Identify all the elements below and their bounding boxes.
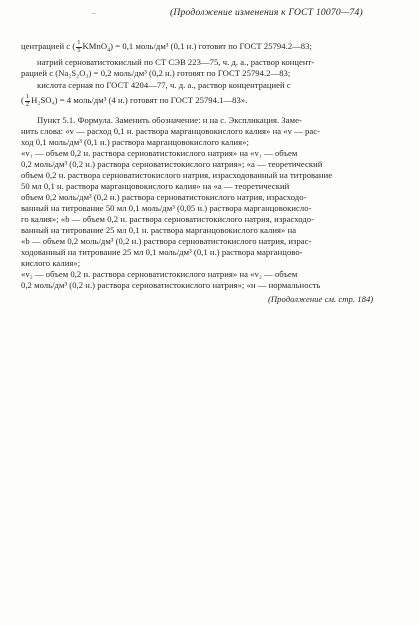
line-1-part-c: ) = 0,1 моль/дм³ (0,1 н.) готовят по ГОСТ 25794.2—83;: [110, 40, 312, 51]
text-line-5: [21, 94, 247, 108]
text-line-4: кислота серная по ГОСТ 4204—77, ч. д. а., раствор концентрацией с: [37, 80, 291, 90]
text-line-10: 0,2 моль/дм³ (0,2 н.) раствора серноватистокислого натрия»; «a — теоретический: [21, 159, 323, 169]
header-mark: –: [92, 9, 96, 17]
text-line-16: ванный на титрование 25 мл 0,1 н. раствора марганцовокислого калия» на: [21, 225, 297, 235]
line-5-part-a: (: [21, 94, 24, 105]
line-1-part-b: KMnO: [82, 40, 108, 51]
text-line-21: 0,2 моль/дм³ (0,2 н.) раствора серноватистокислого натрия»; «н — нормальность: [21, 280, 321, 290]
fraction-numerator: 1: [77, 39, 81, 46]
line-1-part-a: центрацией с (: [21, 40, 76, 51]
text-line-14: ванный на титрование 50 мл 0,1 моль/дм³ (0,05 н.) раствора марганцовокисло-: [21, 203, 312, 213]
text-line-9: «v₁ — объем 0,2 н. раствора серноватистокислого натрия» на «v₁ — объем: [21, 148, 298, 158]
text-line-3: рацией с (Na₂S₂O₃) = 0,2 моль/дм³ (0,2 н.) готовят по ГОСТ 25794.2—83;: [21, 68, 291, 78]
fraction-one-fifth: [76, 40, 81, 54]
text-line-12: 50 мл 0,1 н. раствора марганцовокислого калия» на «a — теоретический: [21, 181, 290, 191]
text-line-8: ход 0,1 моль/дм³ (0,1 н.) раствора марганцовокислого калия»;: [21, 137, 249, 147]
text-line-13: объем 0,2 моль/дм³ (0,2 н.) раствора серноватистокислого натрия, израсходо-: [21, 192, 307, 202]
text-line-1: [21, 40, 312, 56]
text-line-19: кислого калия»;: [21, 258, 81, 268]
text-line-20: «v₂ — объем 0,2 н. раствора серноватистокислого натрия» на «v₂ — объем: [21, 269, 298, 279]
continuation-note: (Продолжение см. стр. 184): [268, 294, 374, 304]
text-line-18: ходованный на титрование 25 мл 0,1 моль/дм³ (0,1 н.) раствора марганцово-: [21, 247, 303, 257]
text-line-6: Пункт 5.1. Формула. Заменить обозначение: н на с. Экспликация. Заме-: [37, 115, 302, 125]
fraction-one-half: [25, 94, 30, 108]
page-header-title: (Продолжение изменения к ГОСТ 10070—74): [170, 7, 363, 18]
text-line-11: объем 0,2 н. раствора серноватистокислого натрия, израсходованный на титрование: [21, 170, 333, 180]
fraction-denominator: 2: [25, 100, 30, 108]
text-line-15: го калия»; «b — объем 0,2 н. раствора серноватистокислого натрия, израсходо-: [21, 214, 315, 224]
text-line-2: натрий серноватистокислый по СТ СЭВ 223—75, ч. д. а., раствор концент-: [37, 57, 315, 67]
text-line-7: нить слова: «v — расход 0,1 н. раствора марганцовокислого калия» на «v — рас-: [21, 126, 321, 136]
line-1-subscript: 4: [107, 47, 111, 54]
fraction-denominator: 5: [77, 46, 81, 54]
fraction-numerator: 1: [25, 93, 30, 100]
text-line-17: «b — объем 0,2 моль/дм³ (0,2 н.) раствора серноватистокислого натрия, израс-: [21, 236, 312, 246]
line-5-part-b: H₂SO₄) = 4 моль/дм³ (4 н.) готовят по ГОСТ 25794.1—83».: [31, 94, 248, 105]
